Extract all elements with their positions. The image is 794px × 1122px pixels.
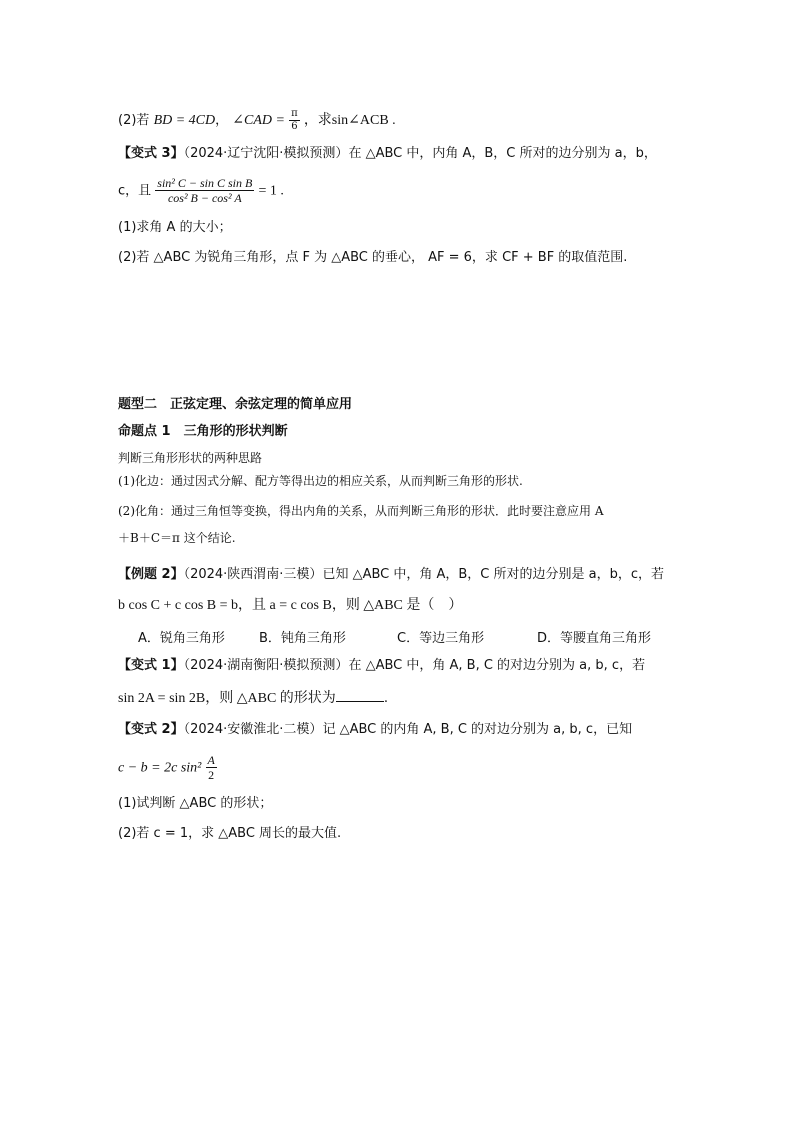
angle-den: 6 bbox=[291, 121, 298, 132]
variant1-cond-text: sin 2A = sin 2B，则 △ABC 的形状为 bbox=[118, 691, 336, 706]
prev-ask: ，求sin∠ACB . bbox=[303, 113, 396, 128]
example2-source: （2024·陕西渭南·三模） bbox=[183, 567, 323, 582]
section-intro: 判断三角形形状的两种思路 bbox=[118, 451, 263, 465]
variant2-frac-num: A bbox=[207, 753, 215, 767]
variant3-header bbox=[118, 146, 657, 162]
variant2-text: 记 △ABC 的内角 A, B, C 的对边分别为 a, b, c，已知 bbox=[322, 722, 633, 737]
variant1-source: （2024·湖南衡阳·模拟预测） bbox=[183, 658, 349, 673]
variant2-source: （2024·安徽淮北·二模） bbox=[183, 722, 323, 737]
example2-header bbox=[118, 567, 664, 583]
answer-blank[interactable] bbox=[336, 689, 384, 702]
variant1-tag: 【变式 1】 bbox=[118, 658, 184, 673]
variant2-fraction bbox=[206, 753, 217, 783]
variant3-frac-num: sin² C − sin C sin B bbox=[157, 176, 253, 190]
variant3-cond-suffix: = 1 . bbox=[258, 183, 284, 199]
variant3-fraction bbox=[155, 176, 254, 206]
method-1: (1)化边：通过因式分解、配方等得出边的相应关系，从而判断三角形的形状. bbox=[118, 474, 523, 488]
prev-question-part2: (2)若 BD = 4CD， ∠CAD = $\frac{\pi}{6}$ ，求sin∠ACB . bbox=[118, 108, 396, 132]
variant2-part1: (1)试判断 △ABC 的形状； bbox=[118, 796, 273, 811]
variant1-text: 在 △ABC 中，角 A, B, C 的对边分别为 a, b, c，若 bbox=[348, 658, 646, 673]
variant2-header bbox=[118, 722, 632, 738]
variant2-part2: (2)若 c = 1，求 △ABC 周长的最大值. bbox=[118, 826, 342, 841]
method-2-line2: ＋B＋C＝π 这个结论. bbox=[118, 531, 236, 545]
option-b: B．钝角三角形 bbox=[259, 631, 346, 646]
example2-text: 已知 △ABC 中，角 A，B，C 所对的边分别是 a，b，c，若 bbox=[322, 567, 665, 582]
variant3-condition bbox=[118, 176, 284, 206]
variant2-tag: 【变式 2】 bbox=[118, 722, 184, 737]
variant3-frac-den: cos² B − cos² A bbox=[167, 191, 242, 206]
option-a: A．锐角三角形 bbox=[138, 631, 225, 646]
part2-prefix: (2)若 bbox=[118, 113, 150, 128]
angle-num: π bbox=[291, 108, 298, 119]
section-title: 题型二 正弦定理、余弦定理的简单应用 bbox=[118, 397, 353, 412]
variant2-frac-den: 2 bbox=[208, 768, 215, 783]
variant3-cond-prefix: c，且 bbox=[118, 183, 152, 199]
variant2-eq-prefix: c − b = 2c sin² bbox=[118, 760, 202, 776]
variant1-header bbox=[118, 658, 645, 674]
variant3-source: （2024·辽宁沈阳·模拟预测） bbox=[183, 146, 349, 161]
variant3-part1: (1)求角 A 的大小； bbox=[118, 220, 232, 235]
option-d: D．等腰直角三角形 bbox=[537, 631, 652, 646]
example2-condition: b cos C + c cos B = b，且 a = c cos B，则 △ABC 是（ ） bbox=[118, 598, 463, 613]
variant2-equation bbox=[118, 753, 217, 783]
angle-label: ∠CAD = bbox=[232, 113, 285, 128]
vector-equation: BD = 4CD bbox=[153, 113, 216, 128]
example2-tag: 【例题 2】 bbox=[118, 567, 184, 582]
variant3-tag: 【变式 3】 bbox=[118, 146, 184, 161]
variant3-text: 在 △ABC 中，内角 A，B，C 所对的边分别为 a，b， bbox=[348, 146, 657, 161]
option-c: C．等边三角形 bbox=[397, 631, 485, 646]
variant3-part2: (2)若 △ABC 为锐角三角形，点 F 为 △ABC 的垂心， AF = 6，求 CF + BF 的取值范围. bbox=[118, 250, 628, 265]
angle-fraction bbox=[289, 108, 300, 133]
variant1-condition bbox=[118, 689, 388, 708]
method-2-line1: (2)化角：通过三角恒等变换，得出内角的关系，从而判断三角形的形状．此时要注意应用 A bbox=[118, 504, 604, 518]
variant1-cond-suffix: . bbox=[383, 691, 388, 706]
section-subtitle: 命题点 1 三角形的形状判断 bbox=[118, 424, 288, 439]
